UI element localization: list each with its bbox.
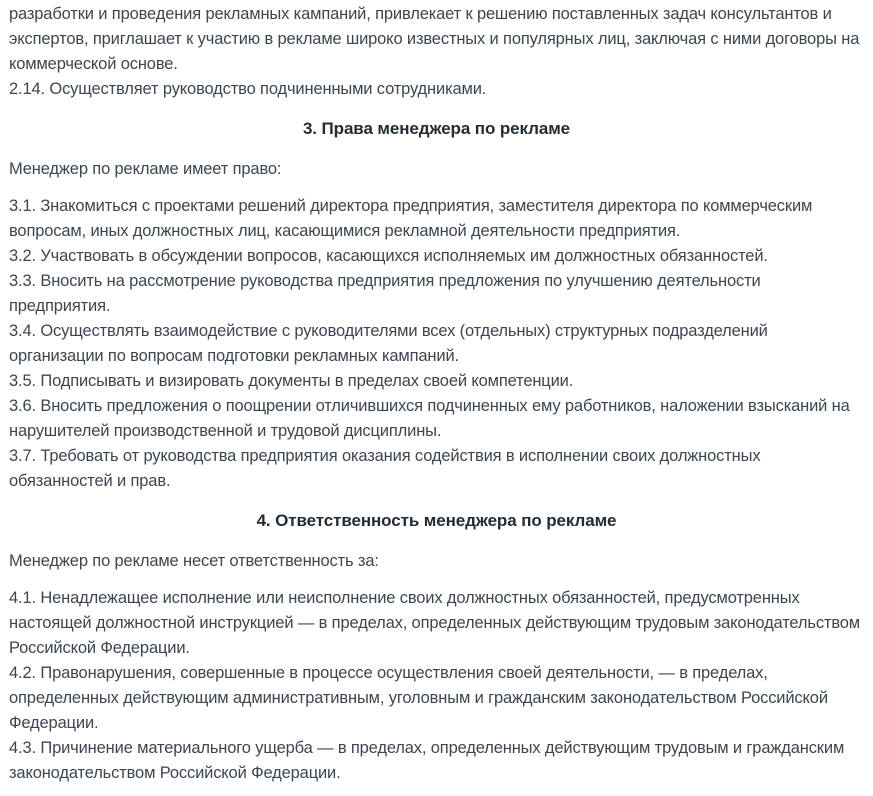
section-heading: 4. Ответственность менеджера по рекламе: [256, 511, 617, 530]
clause-paragraph: 4.3. Причинение материального ущерба — в пределах, определенных действующим трудовым и гражданским законодательством Российской Федерации.: [9, 739, 845, 782]
clause-paragraph: 4.1. Ненадлежащее исполнение или неисполнение своих должностных обязанностей, предусмотренных настоящей должностной инструкцией — в пределах, определенных действующим трудовым законодательством Российской Федерации.: [9, 589, 860, 657]
clause-paragraph: 4.2. Правонарушения, совершенные в процессе осуществления своей деятельности, — в пределах, определенных действующим административным, уголовным и гражданским законодательством Российской Федерации.: [9, 664, 828, 732]
intro-paragraph: Менеджер по рекламе имеет право:: [9, 160, 282, 178]
clause-paragraph: 3.2. Участвовать в обсуждении вопросов, касающихся исполняемых им должностных обязанностей.: [9, 247, 768, 265]
clause-paragraph: 3.1. Знакомиться с проектами решений директора предприятия, заместителя директора по коммерческим вопросам, иных должностных лиц, касающимися рекламной деятельности предприятия.: [9, 197, 813, 240]
clause-paragraph: 3.6. Вносить предложения о поощрении отличившихся подчиненных ему работников, наложении взысканий на нарушителей производственной и трудовой дисциплины.: [9, 397, 850, 440]
intro-paragraph: Менеджер по рекламе несет ответственность за:: [9, 552, 379, 570]
clause-paragraph: 3.3. Вносить на рассмотрение руководства предприятия предложения по улучшению деятельности предприятия.: [9, 272, 761, 315]
clause-paragraph: 2.14. Осуществляет руководство подчиненными сотрудниками.: [9, 80, 487, 98]
clause-paragraph: 3.4. Осуществлять взаимодействие с руководителями всех (отдельных) структурных подразделений организации по вопросам подготовки рекламных кампаний.: [9, 322, 768, 365]
section-heading: 3. Права менеджера по рекламе: [302, 119, 571, 138]
clause-paragraph: разработки и проведения рекламных кампаний, привлекает к решению поставленных задач консультантов и экспертов, приглашает к участию в рекламе широко известных и популярных лиц, заключая с ними договоры на коммерческой основе.: [9, 5, 860, 73]
clause-paragraph: 3.7. Требовать от руководства предприятия оказания содействия в исполнении своих должностных обязанностей и прав.: [9, 447, 761, 490]
clause-paragraph: 3.5. Подписывать и визировать документы в пределах своей компетенции.: [9, 372, 574, 390]
